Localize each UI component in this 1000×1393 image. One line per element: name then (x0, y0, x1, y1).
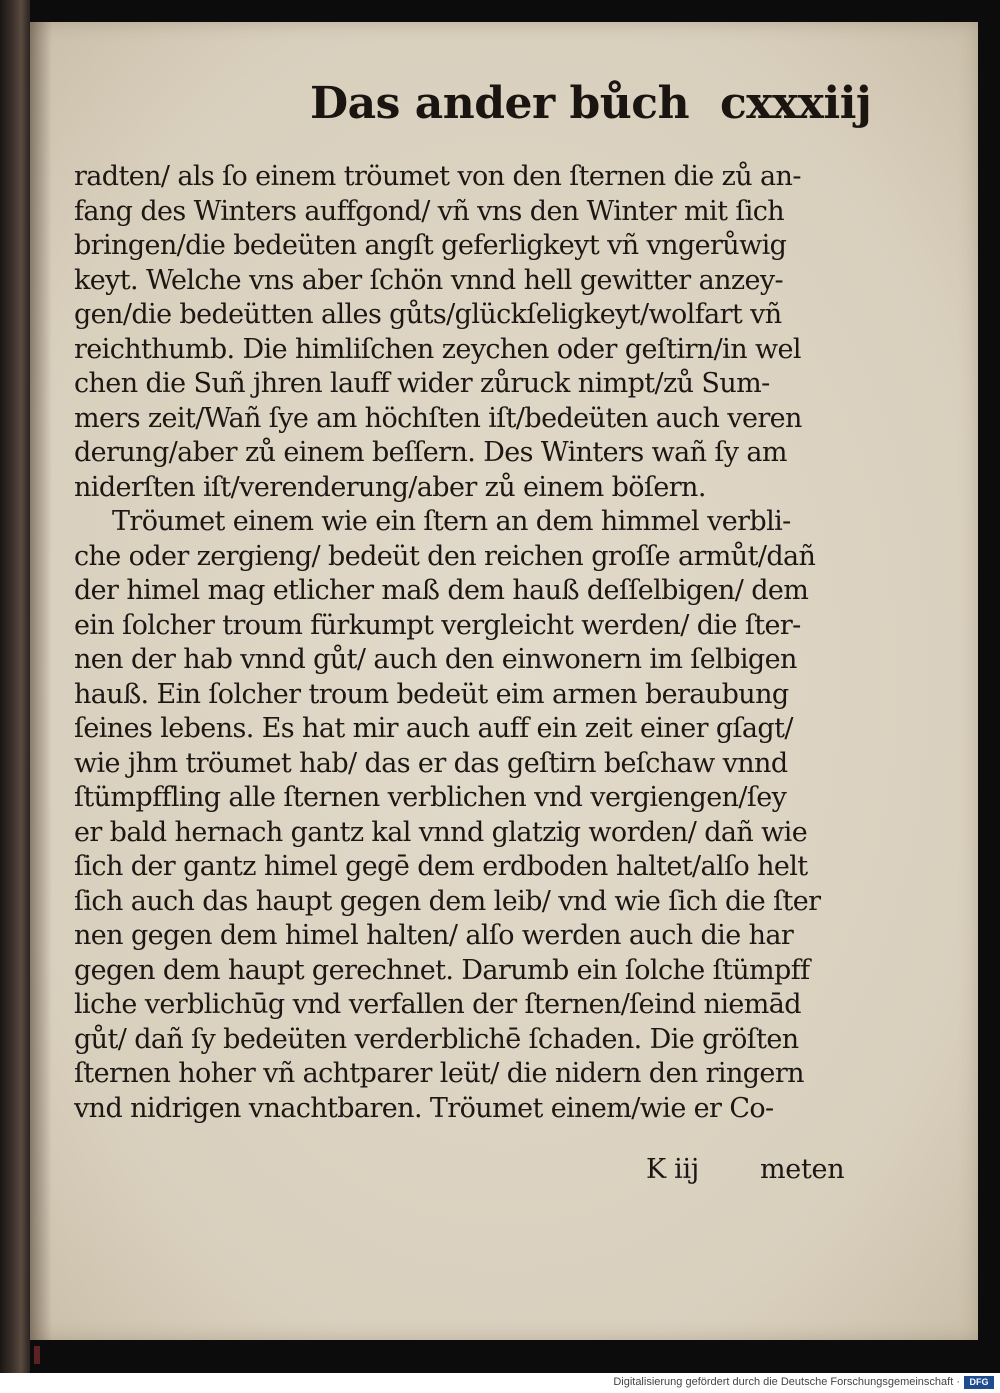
text-line: nen der hab vnnd gůt/ auch den einwonern im ſelbigen (74, 644, 797, 675)
gutter-shadow (30, 22, 52, 1340)
catchword: meten (760, 1154, 845, 1185)
text-line: niderſten iſt/verenderung/aber zů einem böſern. (74, 471, 706, 503)
text-line: radten/ als ſo einem tröumet von den ſternen die zů an- (74, 161, 801, 192)
text-line: fang des Winters auffgond/ vñ vns den Winter mit ſich (74, 195, 785, 227)
text-line: keyt. Welche vns aber ſchön vnnd hell gewitter anzey- (74, 264, 784, 296)
text-line: che oder zergieng/ bedeüt den reichen groſſe armůt/dañ (74, 540, 816, 572)
text-line: reichthumb. Die himliſchen zeychen oder geſtirn/in wel (74, 333, 801, 365)
text-line: gegen dem haupt gerechnet. Darumb ein ſolche ſtümpff (74, 954, 810, 986)
page-footer (646, 1154, 866, 1194)
body-text (74, 160, 854, 1126)
text-line: mers zeit/Wañ ſye am höchſten iſt/bedeüten auch veren (74, 402, 802, 434)
book-spine-edge (0, 0, 30, 1375)
text-line: bringen/die bedeüten angſt geferligkeyt vñ vngerůwig (74, 230, 787, 261)
page-header (310, 78, 870, 148)
text-line: vnd nidrigen vnachtbaren. Tröumet einem/wie er Co- (74, 1092, 774, 1124)
text-line: ſternen hoher vñ achtparer leüt/ die nidern den ringern (74, 1058, 804, 1089)
text-line: ſeines lebens. Es hat mir auch auff ein zeit einer gſagt/ (74, 713, 793, 744)
text-line: ſtümpffling alle ſternen verblichen vnd vergiengen/ſey (74, 782, 787, 813)
text-line: gen/die bedeütten alles gůts/glückſeligkeyt/wolfart vñ (74, 299, 782, 330)
paragraph-start-line: Tröumet einem wie ein ſtern an dem himmel verbli- (112, 506, 791, 537)
digitization-credit-bar (0, 1373, 1000, 1393)
text-line: ſich der gantz himel gegē dem erdboden haltet/alſo helt (74, 851, 808, 882)
text-line: liche verblichūg vnd verfallen der ſternen/ſeind niemād (74, 989, 801, 1020)
folio-number: cxxxiij (720, 78, 872, 129)
text-line: hauß. Ein ſolcher troum bedeüt eim armen beraubung (74, 678, 789, 710)
text-line: er bald hernach gantz kal vnnd glatzig worden/ dañ wie (74, 816, 808, 848)
text-line: wie jhm tröumet hab/ das er das geſtirn beſchaw vnnd (74, 747, 788, 779)
text-line: nen gegen dem himel halten/ alſo werden auch die har (74, 920, 794, 951)
page-edge-mark (34, 1346, 40, 1364)
text-line: ſich auch das haupt gegen dem leib/ vnd wie ſich die ſter (74, 885, 821, 917)
dfg-logo-icon[interactable]: DFG (964, 1376, 994, 1389)
text-line: der himel mag etlicher maß dem hauß deſſelbigen/ dem (74, 575, 809, 606)
running-head: Das ander bůch (310, 78, 690, 129)
signature-mark: K iij (646, 1154, 699, 1185)
credit-text: Digitalisierung gefördert durch die Deutsche Forschungsgemeinschaft · (613, 1376, 960, 1388)
text-line: gůt/ dañ ſy bedeüten verderblichē ſchaden. Die gröſten (74, 1023, 799, 1055)
text-line: derung/aber zů einem beſſern. Des Winters wañ ſy am (74, 437, 787, 468)
text-line: chen die Suñ jhren lauff wider zůruck nimpt/zů Sum- (74, 368, 770, 399)
text-line: ein ſolcher troum fürkumpt vergleicht werden/ die ſter- (74, 609, 801, 641)
